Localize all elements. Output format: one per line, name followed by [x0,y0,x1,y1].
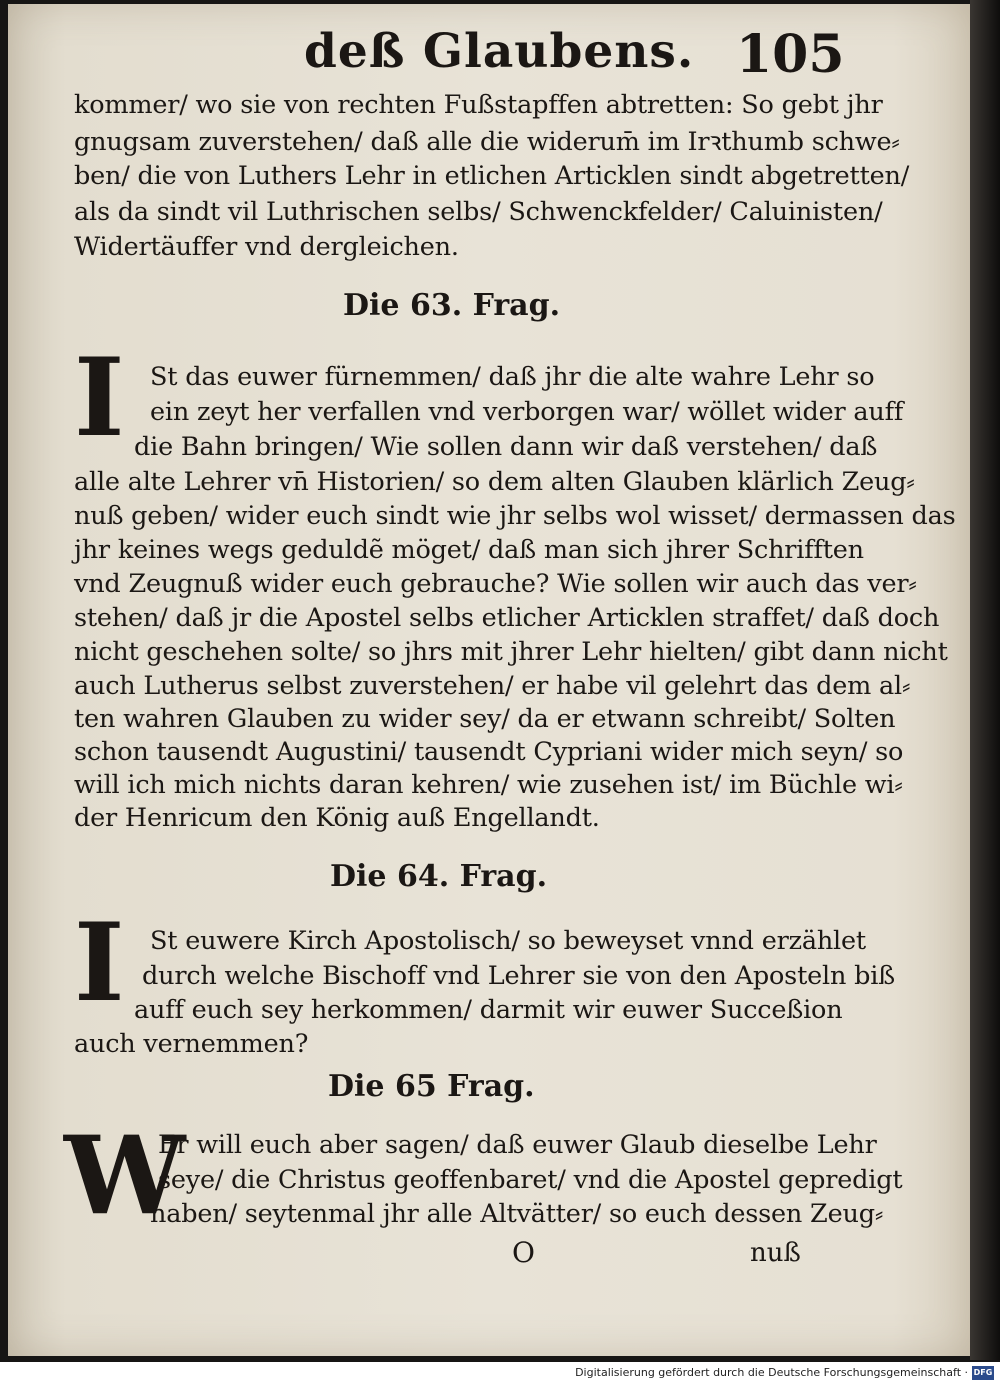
text-line: ben/ die von Luthers Lehr in etlichen Articklen sindt abgetretten/ [74,161,910,191]
text-line: die Bahn bringen/ Wie sollen dann wir daß verstehen/ daß [134,432,878,462]
text-line: ten wahren Glauben zu wider sey/ da er etwann schreibt/ Solten [74,704,896,734]
section-heading: Die 65 Frag. [328,1069,535,1104]
catchword: nuß [750,1238,801,1268]
text-line: nuß geben/ wider euch sindt wie jhr selbs wol wisset/ dermassen das [74,501,956,531]
section-heading: Die 63. Frag. [343,288,561,323]
footer-bar [0,1362,1000,1385]
page-number: 105 [736,24,845,85]
text-line: Widertäuffer vnd dergleichen. [74,232,459,262]
text-line: der Henricum den König auß Engellandt. [74,803,600,833]
text-line: auff euch sey herkommen/ darmit wir euwer Succeßion [134,995,843,1025]
text-line: alle alte Lehrer vn̄ Historien/ so dem alten Glauben klärlich Zeug⸗ [74,467,915,497]
text-line: haben/ seytenmal jhr alle Altvätter/ so euch dessen Zeug⸗ [150,1199,884,1229]
text-line: St das euwer fürnemmen/ daß jhr die alte wahre Lehr so [150,362,875,392]
text-line: stehen/ daß jr die Apostel selbs etlicher Articklen straffet/ daß doch [74,603,940,633]
decorated-initial: I [74,900,125,1026]
text-line: durch welche Bischoff vnd Lehrer sie von den Aposteln biß [142,961,896,991]
text-line: auch vernemmen? [74,1029,309,1059]
decorated-initial: W [64,1113,186,1239]
footer-credit: Digitalisierung gefördert durch die Deutsche Forschungsgemeinschaft · [575,1366,968,1379]
running-title: deß Glaubens. [304,24,695,79]
decorated-initial: I [74,335,125,461]
text-line: gnugsam zuverstehen/ daß alle die widerum̄ im Irꝛthumb schwe⸗ [74,127,900,157]
text-line: als da sindt vil Luthrischen selbs/ Schwenckfelder/ Caluinisten/ [74,197,883,227]
text-line: St euwere Kirch Apostolisch/ so beweyset vnnd erzählet [150,926,866,956]
text-line: nicht geschehen solte/ so jhrs mit jhrer Lehr hielten/ gibt dann nicht [74,637,948,667]
book-page [8,4,970,1356]
text-line: jhr keines wegs geduldẽ möget/ daß man sich jhrer Schrifften [74,535,864,565]
section-heading: Die 64. Frag. [330,859,548,894]
text-line: kommer/ wo sie von rechten Fußstapffen abtretten: So gebt jhr [74,90,883,120]
text-line: auch Lutherus selbst zuverstehen/ er habe vil gelehrt das dem al⸗ [74,671,911,701]
text-line: seye/ die Christus geoffenbaret/ vnd die Apostel gepredigt [158,1165,903,1195]
page-edge-shadow [970,0,1000,1360]
text-line: Er will euch aber sagen/ daß euwer Glaub dieselbe Lehr [158,1130,877,1160]
signature-mark: O [512,1236,535,1269]
text-line: ein zeyt her verfallen vnd verborgen war/ wöllet wider auff [150,397,904,427]
text-line: will ich mich nichts daran kehren/ wie zusehen ist/ im Büchle wi⸗ [74,770,903,800]
text-line: schon tausendt Augustini/ tausendt Cypriani wider mich seyn/ so [74,737,904,767]
text-line: vnd Zeugnuß wider euch gebrauche? Wie sollen wir auch das ver⸗ [74,569,917,599]
dfg-logo-icon: DFG [972,1366,994,1380]
